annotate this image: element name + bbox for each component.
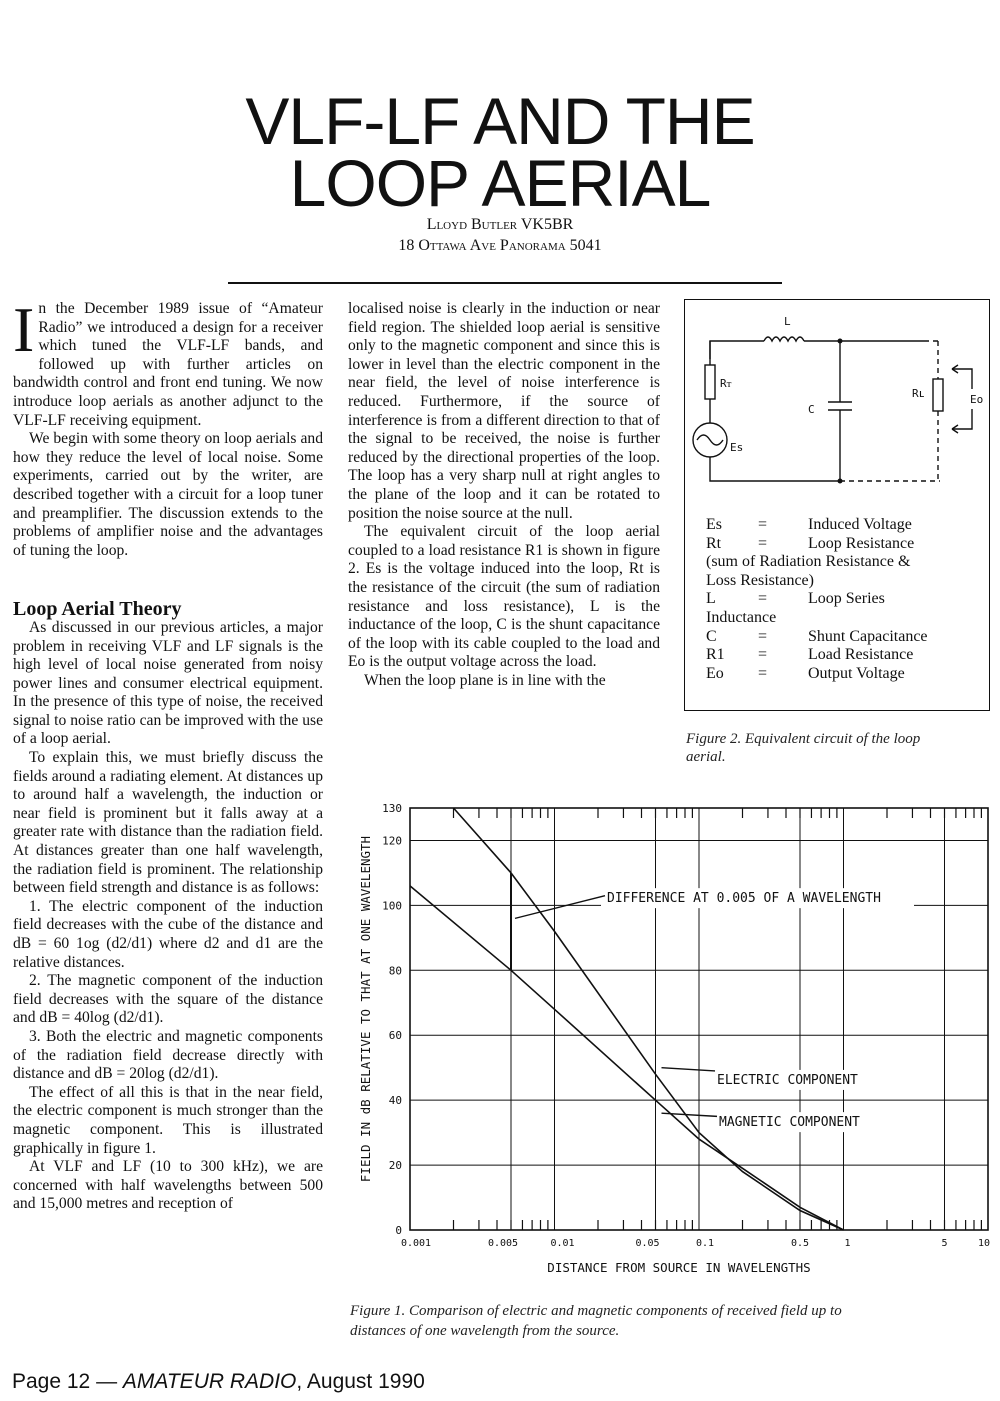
circuit-diagram xyxy=(684,299,990,519)
legend-equals: = xyxy=(758,646,768,664)
intro-paragraph: In the December 1989 issue of “Amateur Radio” we introduced a design for a receiver which tuned the VLF-LF bands, and followed up with further articles on bandwidth control and front end tuning. We now introduce loop aerials as another adjunct to the VLF-LF receiving equipment. xyxy=(13,294,323,429)
y-tick-label: 60 xyxy=(388,1029,402,1043)
column-1 xyxy=(13,294,323,1214)
legend-description: Shunt Capacitance xyxy=(808,627,928,645)
paragraph: As discussed in our previous articles, a major problem in receiving VLF and LF signals is the high level of local noise generated from noisy power lines and consumer electrical equipment. In the presence of this type of noise, the received signal to noise ratio can be improved with the use of a loop aerial. xyxy=(13,618,323,748)
section-heading: Loop Aerial Theory xyxy=(13,598,182,621)
legend-row xyxy=(706,609,928,628)
legend-description: Loop Series xyxy=(808,590,885,608)
legend-symbol: L xyxy=(706,590,716,608)
legend-equals: = xyxy=(758,664,768,682)
series-line-electric xyxy=(454,808,844,1230)
paragraph: The equivalent circuit of the loop aerial coupled to a load resistance R1 is shown in figure 2. Es is the voltage induced into the loop, Rt is the resistance of the circuit (the sum of radiation resistance and loss resistance), L is the inductance of the loop, C is the shunt capacitance of the loop with its cable coupled to the load and Eo is the output voltage across the load. xyxy=(348,523,660,671)
figure-1-caption-line2: distances of one wavelength from the source. xyxy=(350,1323,620,1339)
legend-symbol: C xyxy=(706,627,717,645)
x-tick-label: 5 xyxy=(941,1238,948,1249)
y-tick-label: 100 xyxy=(382,899,402,913)
x-tick-label: 0.05 xyxy=(635,1238,660,1249)
list-item-3: 3. Both the electric and magnetic components of the radiation field decrease directly with distance and dB = 20log (d2/d1). xyxy=(13,1027,323,1083)
paragraph: We begin with some theory on loop aerials and how they reduce the level of local noise. Some experiments, carried out by the writer, are described together with a circuit for a loop tuner and preamplifier. The discussion extends to the problems of amplifier noise and the advantages of tuning the loop. xyxy=(13,430,323,559)
legend-row xyxy=(706,646,928,665)
label-Eo: Eo xyxy=(970,393,984,406)
y-tick-label: 80 xyxy=(388,964,402,978)
label-L: L xyxy=(784,315,791,328)
y-axis-label: FIELD IN dB RELATIVE TO THAT AT ONE WAVELENGTH xyxy=(358,835,373,1183)
x-tick-label: 0.001 xyxy=(400,1238,432,1249)
annotation-leader xyxy=(515,896,605,919)
figure-1-chart xyxy=(350,790,995,1280)
paragraph: To explain this, we must briefly discuss the fields around a radiating element. At distances up to around half a wavelength, the induction or near field is prominent but it falls away at a greater rate with distance than the radiation field. At distances greater than one half wavelength, the radiation field is prominent. The relationship between field strength and distance is as follows: xyxy=(13,749,323,897)
legend-equals: = xyxy=(758,534,768,552)
article-title-line2: LOOP AERIAL xyxy=(289,146,711,220)
legend-row xyxy=(706,553,928,572)
legend-row xyxy=(706,516,928,535)
circuit-legend xyxy=(706,516,928,683)
figure-1-caption-line1: Figure 1. Comparison of electric and magnetic components of received field up to xyxy=(350,1303,842,1319)
x-tick-label: 0.005 xyxy=(487,1238,519,1249)
list-item-2: 2. The magnetic component of the induction field decreases with the square of the distance and dB = 40log (d2/d1). xyxy=(13,972,323,1027)
legend-row xyxy=(706,628,928,647)
label-Rt: Rᴛ xyxy=(720,377,732,390)
legend-symbol: Eo xyxy=(706,664,724,682)
legend-description: Load Resistance xyxy=(808,646,914,664)
annotation-label: ELECTRIC COMPONENT xyxy=(717,1072,858,1088)
x-tick-label: 0.01 xyxy=(550,1238,575,1249)
legend-row xyxy=(706,590,928,609)
x-tick-label: 1 xyxy=(844,1238,851,1249)
figure-2-caption-line2: aerial. xyxy=(686,749,726,765)
series-line-magnetic xyxy=(410,886,844,1230)
author-name: Lloyd Butler VK5BR xyxy=(426,216,574,233)
legend-description: (sum of Radiation Resistance & xyxy=(706,553,911,571)
y-tick-label: 130 xyxy=(382,802,402,815)
y-tick-label: 20 xyxy=(388,1159,402,1173)
legend-equals: = xyxy=(758,627,768,645)
paragraph: When the loop plane is in line with the xyxy=(364,671,606,689)
legend-symbol: Rt xyxy=(706,534,722,552)
legend-description: Loop Resistance xyxy=(808,534,915,552)
magazine-name: AMATEUR RADIO xyxy=(122,1370,297,1393)
paragraph: The effect of all this is that in the near field, the electric component is much stronger than the magnetic component. This is illustrated graphically in figure 1. xyxy=(13,1083,323,1157)
y-tick-label: 40 xyxy=(388,1094,402,1108)
annotation-label: DIFFERENCE AT 0.005 OF A WAVELENGTH xyxy=(607,891,881,907)
paragraph: localised noise is clearly in the induction or near field region. The shielded loop aerial is sensitive only to the magnetic component and since this is lower in level than the electric component in the near field, the level of noise interference is reduced. Furthermore, if the source of interference is from a different direction to that of the signal to be received, the noise is further reduced by the directional properties of the loop. The loop has a very sharp null at right angles to the plane of the loop and it can be rotated to position the noise source at the null. xyxy=(348,300,660,522)
legend-row xyxy=(706,572,928,591)
x-tick-label: 0.1 xyxy=(695,1238,715,1249)
legend-description: Induced Voltage xyxy=(808,516,912,533)
list-item-1: 1. The electric component of the induction field decreases with the cube of the distance and dB = 60 1og (d2/d1) where d2 and d1 are the relative distances. xyxy=(13,897,323,971)
legend-row xyxy=(706,665,928,684)
paragraph: At VLF and LF (10 to 300 kHz), we are concerned with half wavelengths between 500 and 15,000 metres and reception of xyxy=(13,1158,323,1213)
legend-description: Inductance xyxy=(706,608,777,626)
y-tick-label: 0 xyxy=(395,1224,402,1237)
y-tick-label: 120 xyxy=(382,834,402,848)
drop-cap: I xyxy=(13,294,35,365)
legend-symbol: Es xyxy=(706,516,722,533)
x-axis-label: DISTANCE FROM SOURCE IN WAVELENGTHS xyxy=(547,1260,811,1275)
figure-2-caption-line1: Figure 2. Equivalent circuit of the loop xyxy=(686,731,921,747)
label-RL: Rʟ xyxy=(912,387,926,400)
x-tick-label: 0.5 xyxy=(790,1238,810,1249)
label-C: C xyxy=(808,403,815,416)
x-tick-label: 10 xyxy=(977,1238,991,1249)
page-footer: Page 12 — AMATEUR RADIO, August 1990 xyxy=(12,1370,425,1393)
legend-equals: = xyxy=(758,516,768,533)
legend-description: Loss Resistance) xyxy=(706,571,814,589)
title-divider xyxy=(228,282,782,284)
annotation-label: MAGNETIC COMPONENT xyxy=(719,1115,860,1131)
legend-row xyxy=(706,535,928,554)
annotation-leader xyxy=(662,1068,715,1071)
article-title-line1: VLF-LF AND THE xyxy=(245,84,755,158)
legend-symbol: R1 xyxy=(706,646,725,664)
label-Es: Es xyxy=(730,441,744,454)
author-address: 18 Ottawa Ave Panorama 5041 xyxy=(398,237,602,254)
column-2 xyxy=(348,300,660,690)
annotation-leader xyxy=(662,1113,717,1116)
legend-equals: = xyxy=(758,590,768,608)
legend-description: Output Voltage xyxy=(808,664,905,682)
